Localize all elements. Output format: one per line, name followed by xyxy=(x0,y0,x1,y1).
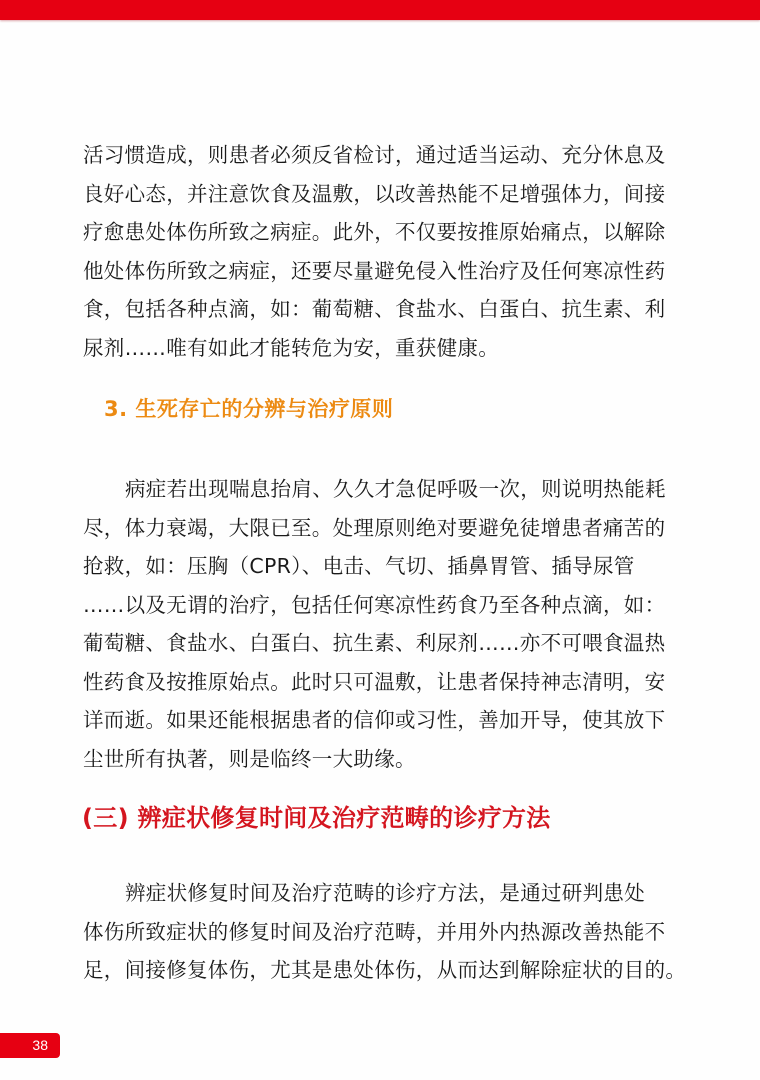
section-heading-3: (三) 辨症状修复时间及治疗范畴的诊疗方法 xyxy=(82,804,551,832)
text-line: 体伤所致症状的修复时间及治疗范畴，并用外内热源改善热能不 xyxy=(83,919,666,944)
text-line: 足，间接修复体伤，尤其是患处体伤，从而达到解除症状的目的。 xyxy=(83,958,687,982)
text-line: 尘世所有执著，则是临终一大助缘。 xyxy=(83,746,416,771)
text-line: 详而逝。如果还能根据患者的信仰或习性，善加开导，使其放下 xyxy=(83,708,666,732)
text-line: 食，包括各种点滴，如：葡萄糖、食盐水、白蛋白、抗生素、利 xyxy=(83,297,666,321)
text-line: 他处体伤所致之病症，还要尽量避免侵入性治疗及任何寒凉性药 xyxy=(83,258,666,283)
paragraph-2 xyxy=(83,470,683,778)
text-line: ……以及无谓的治疗，包括任何寒凉性药食乃至各种点滴，如： xyxy=(83,592,666,617)
text-line: 辨症状修复时间及治疗范畴的诊疗方法，是通过研判患处 xyxy=(125,881,645,905)
text-line: 性药食及按推原始点。此时只可温敷，让患者保持神志清明，安 xyxy=(83,669,666,694)
text-line: 抢救，如：压胸（CPR）、电击、气切、插鼻胃管、插导尿管 xyxy=(83,554,635,578)
paragraph-3 xyxy=(83,874,687,990)
top-red-band xyxy=(0,0,760,20)
text-line: 尿剂……唯有如此才能转危为安，重获健康。 xyxy=(83,335,499,360)
text-line: 良好心态，并注意饮食及温敷，以改善热能不足增强体力，间接 xyxy=(83,181,666,206)
paragraph-1 xyxy=(83,136,683,367)
text-line: 病症若出现喘息抬肩、久久才急促呼吸一次，则说明热能耗 xyxy=(125,477,666,501)
subheading-life-death: 3. 生死存亡的分辨与治疗原则 xyxy=(104,397,394,421)
page-number-badge: 38 xyxy=(0,1033,60,1058)
text-line: 活习惯造成，则患者必须反省检讨，通过适当运动、充分休息及 xyxy=(83,143,666,167)
text-line: 葡萄糖、食盐水、白蛋白、抗生素、利尿剂……亦不可喂食温热 xyxy=(83,631,666,655)
text-line: 疗愈患处体伤所致之病症。此外，不仅要按推原始痛点，以解除 xyxy=(83,220,666,244)
text-line: 尽，体力衰竭，大限已至。处理原则绝对要避免徒增患者痛苦的 xyxy=(83,515,666,540)
